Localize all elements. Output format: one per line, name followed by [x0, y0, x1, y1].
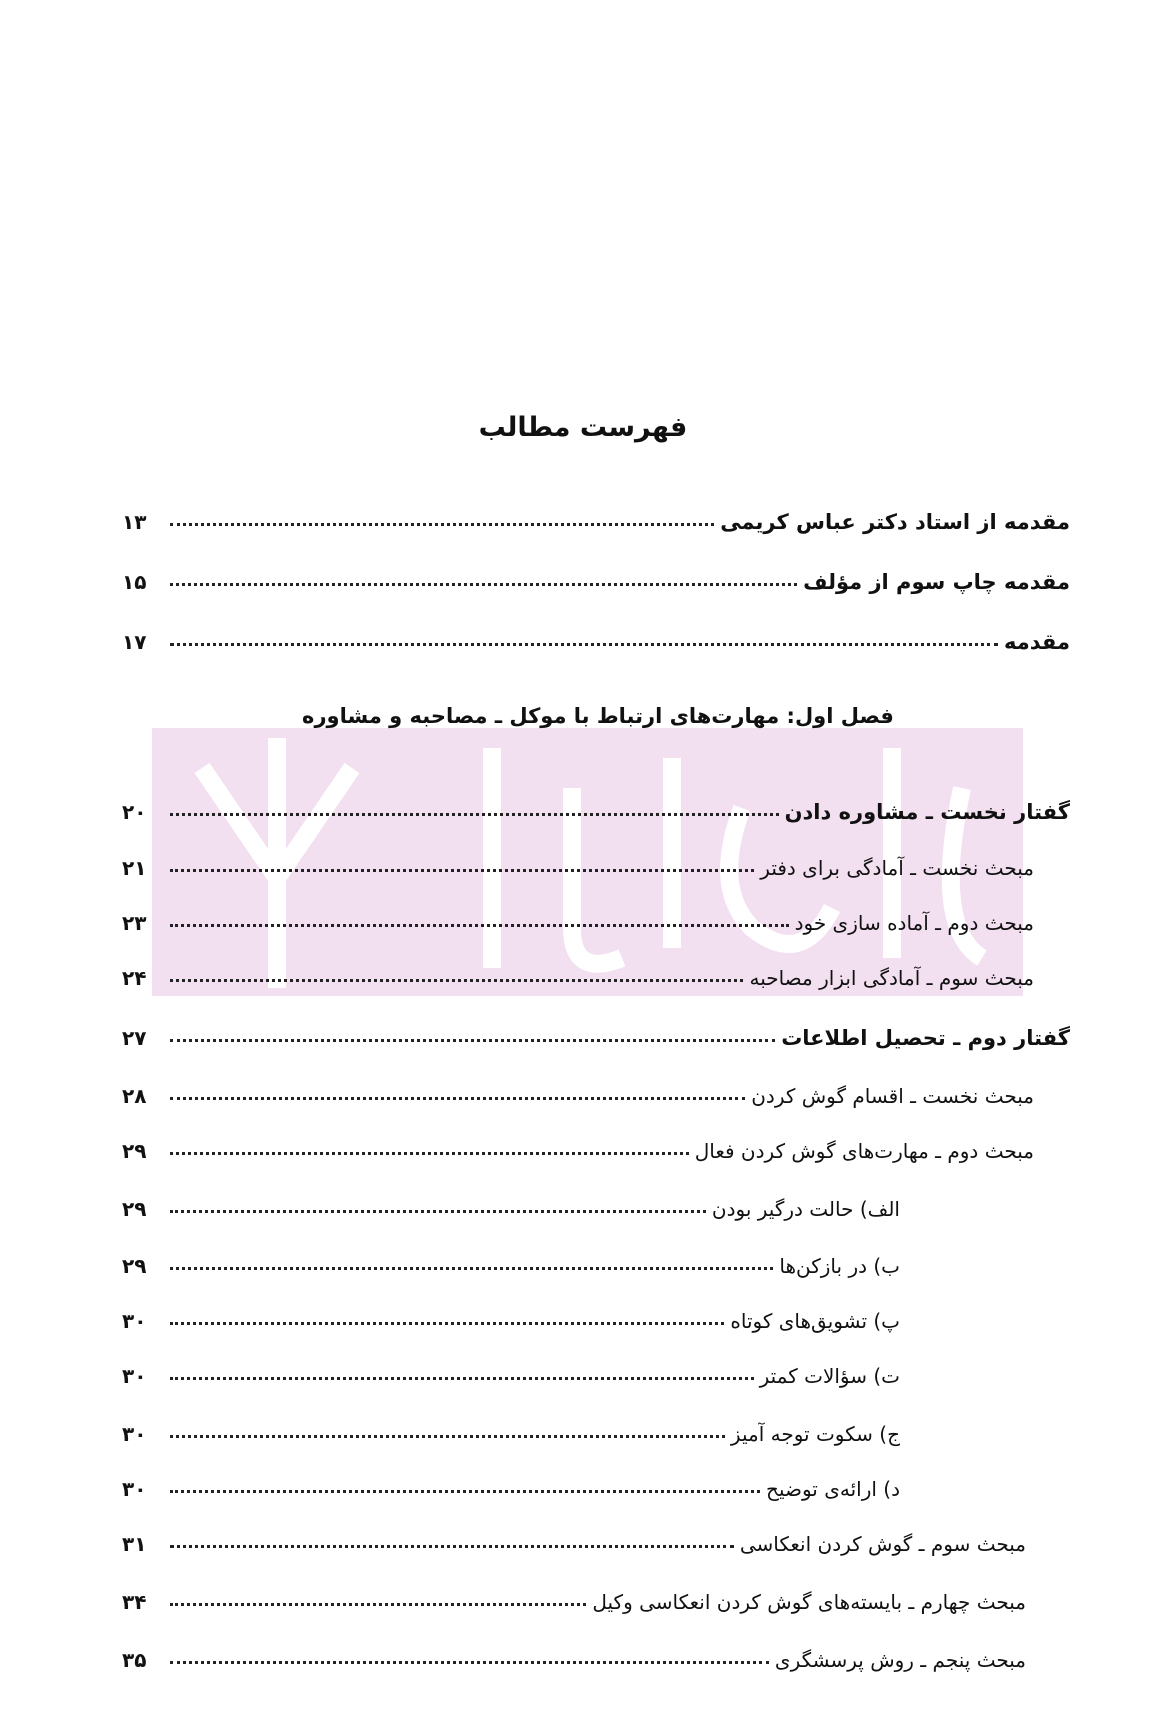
entry-page: ۱۳: [122, 510, 147, 534]
entry-page: ۱۷: [122, 630, 147, 654]
toc-entry[interactable]: [122, 956, 1034, 990]
entry-page: ۳۰: [122, 1364, 147, 1388]
toc-entry[interactable]: [122, 846, 1034, 880]
toc-entry[interactable]: [122, 620, 1070, 654]
entry-label: مبحث دوم ـ مهارت‌های گوش کردن فعال: [694, 1139, 1034, 1163]
toc-entry[interactable]: [122, 1412, 900, 1446]
dot-leader: [170, 924, 789, 927]
entry-label: مقدمه: [1004, 630, 1070, 654]
toc-entry[interactable]: [122, 1354, 900, 1388]
entry-label: مبحث نخست ـ آمادگی برای دفتر: [760, 856, 1034, 880]
toc-entry[interactable]: [122, 1522, 1026, 1556]
toc-entry[interactable]: [122, 1299, 900, 1333]
entry-label: ب) در بازکن‌ها: [779, 1254, 900, 1278]
toc-entry[interactable]: [122, 1638, 1026, 1672]
entry-label: گفتار دوم ـ تحصیل اطلاعات: [781, 1026, 1070, 1050]
dot-leader: [170, 1490, 760, 1493]
page-title: فهرست مطالب: [478, 412, 688, 443]
dot-leader: [170, 1210, 706, 1213]
entry-page: ۲۹: [122, 1197, 147, 1221]
chapter-title: فصل اول: مهارت‌های ارتباط با موکل ـ مصاحبه و مشاوره: [302, 704, 894, 728]
entry-page: ۲۳: [122, 911, 147, 935]
entry-label: گفتار نخست ـ مشاوره دادن: [784, 800, 1070, 824]
dot-leader: [170, 523, 714, 526]
toc-entry[interactable]: [122, 1244, 900, 1278]
entry-label: مقدمه از استاد دکتر عباس کریمی: [720, 510, 1070, 534]
entry-page: ۳۰: [122, 1422, 147, 1446]
toc-entry[interactable]: [122, 1580, 1026, 1614]
entry-page: ۲۹: [122, 1139, 147, 1163]
entry-page: ۲۷: [122, 1026, 147, 1050]
toc-entry[interactable]: [122, 500, 1070, 534]
dot-leader: [170, 1377, 754, 1380]
dot-leader: [170, 869, 754, 872]
entry-page: ۲۴: [122, 966, 147, 990]
entry-label: مبحث سوم ـ گوش کردن انعکاسی: [739, 1532, 1026, 1556]
entry-page: ۲۰: [122, 800, 147, 824]
entry-label: مبحث چهارم ـ بایسته‌های گوش کردن انعکاسی وکیل: [592, 1590, 1026, 1614]
toc-entry[interactable]: [122, 901, 1034, 935]
dot-leader: [170, 1545, 734, 1548]
entry-page: ۳۰: [122, 1309, 147, 1333]
entry-label: د) ارائه‌ی توضیح: [766, 1477, 900, 1501]
dot-leader: [170, 1267, 773, 1270]
entry-page: ۳۵: [122, 1648, 147, 1672]
entry-label: ت) سؤالات کمتر: [759, 1364, 900, 1388]
entry-page: ۳۱: [122, 1532, 147, 1556]
dot-leader: [170, 979, 743, 982]
dot-leader: [170, 1039, 775, 1042]
dot-leader: [170, 1322, 724, 1325]
entry-label: مبحث سوم ـ آمادگی ابزار مصاحبه: [749, 966, 1034, 990]
dot-leader: [170, 643, 998, 646]
toc-entry[interactable]: [122, 1074, 1034, 1108]
entry-label: مبحث پنجم ـ روش پرسشگری: [774, 1648, 1026, 1672]
entry-page: ۲۱: [122, 856, 147, 880]
entry-page: ۲۸: [122, 1084, 147, 1108]
toc-entry[interactable]: [122, 1129, 1034, 1163]
entry-label: مبحث دوم ـ آماده سازی خود: [794, 911, 1034, 935]
toc-entry[interactable]: [122, 790, 1070, 824]
dot-leader: [170, 583, 797, 586]
dot-leader: [170, 1152, 689, 1155]
entry-label: الف) حالت درگیر بودن: [711, 1197, 900, 1221]
entry-label: مبحث نخست ـ اقسام گوش کردن: [751, 1084, 1034, 1108]
dot-leader: [170, 1097, 745, 1100]
toc-entry[interactable]: [122, 1467, 900, 1501]
entry-label: پ) تشویق‌های کوتاه: [730, 1309, 900, 1333]
entry-label: مقدمه چاپ سوم از مؤلف: [803, 570, 1070, 594]
dot-leader: [170, 1435, 725, 1438]
toc-entry[interactable]: [122, 560, 1070, 594]
entry-page: ۳۴: [122, 1590, 147, 1614]
dot-leader: [170, 813, 779, 816]
entry-page: ۲۹: [122, 1254, 147, 1278]
entry-page: ۳۰: [122, 1477, 147, 1501]
entry-label: ج) سکوت توجه آمیز: [730, 1422, 900, 1446]
dot-leader: [170, 1603, 586, 1606]
dot-leader: [170, 1661, 769, 1664]
entry-page: ۱۵: [122, 570, 147, 594]
toc-entry[interactable]: [122, 1187, 900, 1221]
toc-entry[interactable]: [122, 1016, 1070, 1050]
